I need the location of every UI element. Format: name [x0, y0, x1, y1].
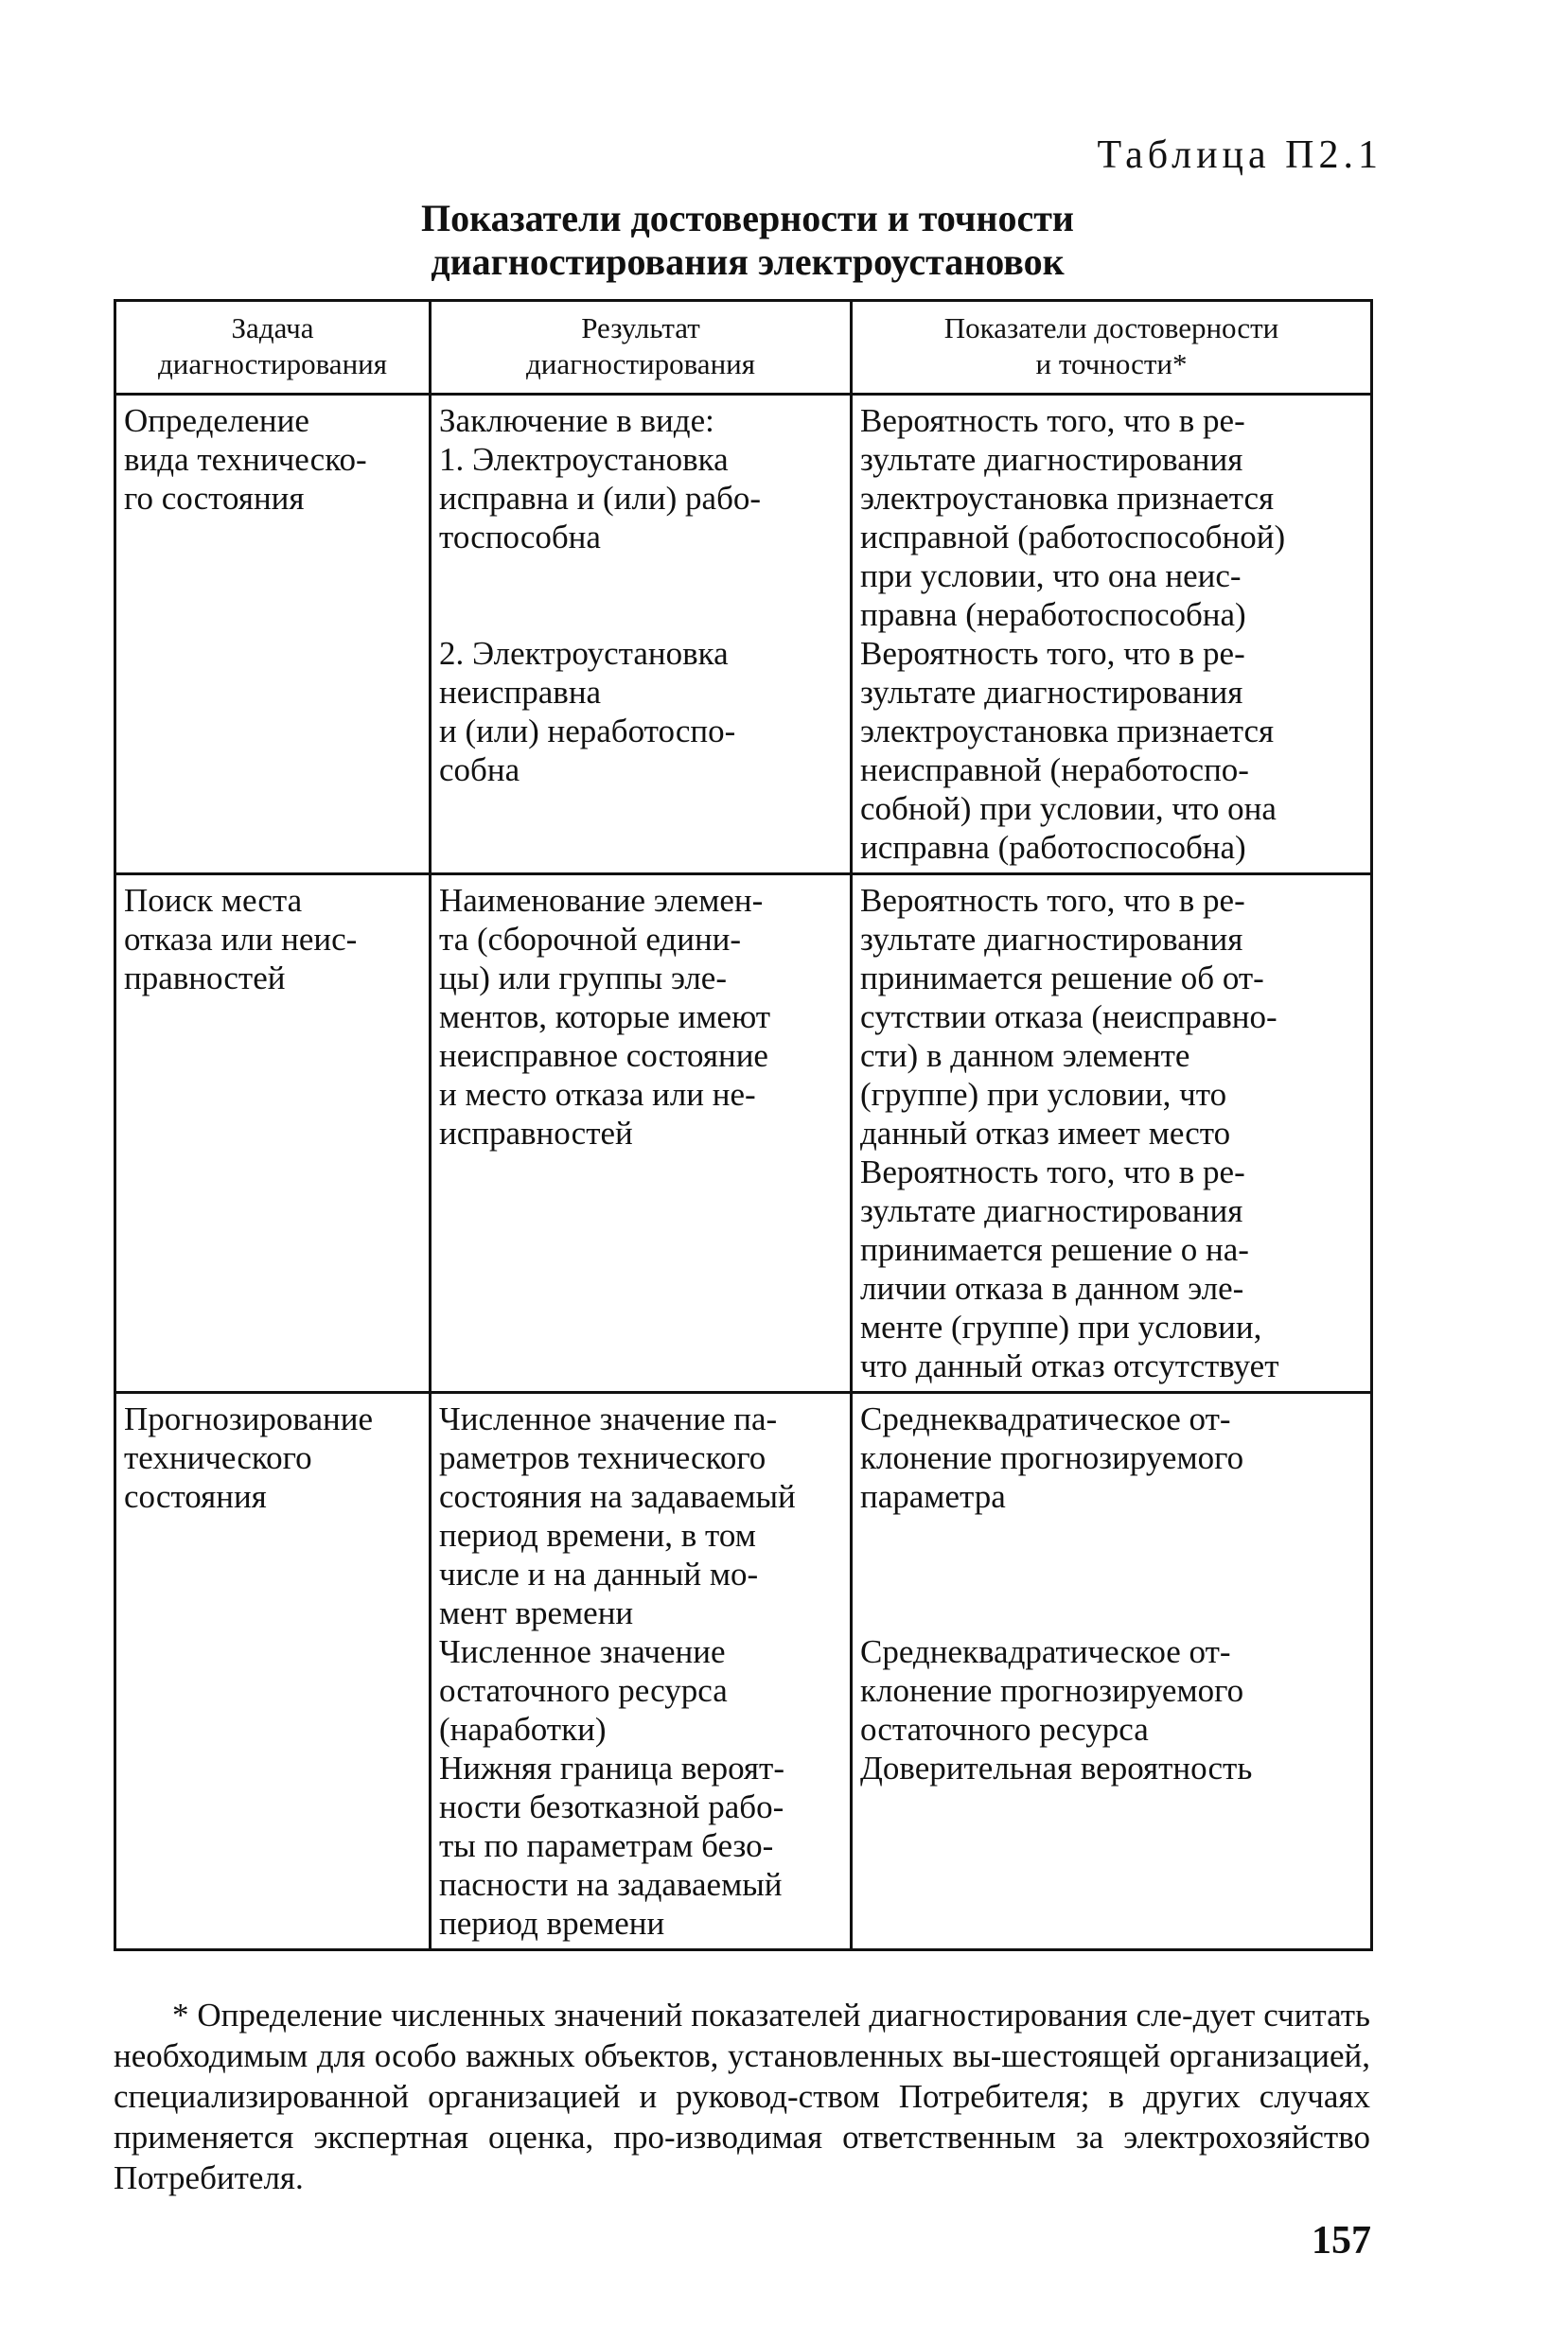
indicator-entry: Вероятность того, что в ре- зультате диагностирования принимается решение о на- личии отказа в данном эле- менте (группе) при условии, что данный отказ отсутствует: [860, 1153, 1279, 1384]
indicator-entry: Вероятность того, что в ре- зультате диагностирования электроустановка признается исправной (работоспособной) при условии, что она неис- правна (неработоспособна): [860, 402, 1286, 633]
footnote: * Определение численных значений показателей диагностирования сле-дует считать необходимым для особо важных объектов, установленных вы-шестоящей организацией, специализированной организацией и руковод-ством Потребителя; в других случаях применяется экспертная оценка, про-изводимая ответственным за электрохозяйство Потребителя.: [114, 1997, 1370, 2196]
indicator-entry: Вероятность того, что в ре- зультате диагностирования электроустановка признается неисправной (неработоспо- собной) при условии, что она исправна (работоспособна): [860, 635, 1277, 866]
indicator-cell: [852, 874, 1372, 1393]
task-text: Поиск места отказа или неис- правностей: [124, 882, 358, 996]
indicator-entry: Вероятность того, что в ре- зультате диагностирования принимается решение об от- сутствии отказа (неисправно- сти) в данном элементе (группе) при условии, что данный отказ имеет место: [860, 882, 1277, 1152]
result-entry: Нижняя граница вероят- ности безотказной рабо- ты по параметрам безо- пасности на задаваемый период времени: [439, 1750, 784, 1942]
task-cell: [115, 874, 431, 1393]
table-row: [115, 1393, 1372, 1950]
task-cell: [115, 395, 431, 874]
indicator-cell: [852, 395, 1372, 874]
result-entry: Численное значение па- раметров технического состояния на задаваемый период времени, в том числе и на данный мо- мент времени: [439, 1400, 796, 1631]
page-number: 157: [1312, 2219, 1371, 2263]
task-text: Определение вида техническо- го состояния: [124, 402, 367, 517]
header-result: Результат диагностирования: [431, 301, 852, 395]
indicator-entry: Среднеквадратическое от- клонение прогнозируемого остаточного ресурса: [860, 1633, 1244, 1748]
header-indicators: Показатели достоверности и точности*: [852, 301, 1372, 395]
indicator-entry: Доверительная вероятность: [860, 1750, 1253, 1787]
table-title: Показатели достоверности и точности диагностирования электроустановок: [421, 197, 1074, 283]
diagnostics-table: [114, 299, 1373, 1951]
header-task: Задача диагностирования: [115, 301, 431, 395]
indicator-cell: [852, 1393, 1372, 1950]
table-header-row: [115, 301, 1372, 395]
result-entry: Наименование элемен- та (сборочной едини- цы) или группы эле- ментов, которые имеют неисправное состояние и место отказа или не- исправностей: [439, 882, 771, 1152]
table-label: Таблица П2.1: [1097, 133, 1383, 177]
table-row: [115, 874, 1372, 1393]
result-cell: [431, 395, 852, 874]
table-row: [115, 395, 1372, 874]
task-text: Прогнозирование технического состояния: [124, 1400, 374, 1515]
result-cell: [431, 1393, 852, 1950]
result-entry: Заключение в виде: 1. Электроустановка исправна и (или) рабо- тоспособна: [439, 402, 762, 555]
indicator-entry: Среднеквадратическое от- клонение прогнозируемого параметра: [860, 1400, 1244, 1515]
result-entry: 2. Электроустановка неисправна и (или) неработоспо- собна: [439, 635, 736, 788]
task-cell: [115, 1393, 431, 1950]
result-entry: Численное значение остаточного ресурса (наработки): [439, 1633, 728, 1748]
result-cell: [431, 874, 852, 1393]
